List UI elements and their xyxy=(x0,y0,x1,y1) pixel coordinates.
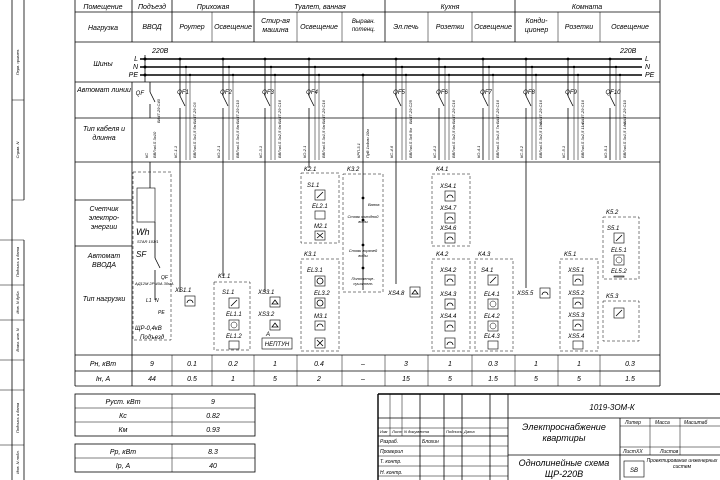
room-xs3-label: XS5.3 xyxy=(568,313,585,319)
tb-col-sheet: Лист xyxy=(392,429,403,434)
summary-value-2: 0.93 xyxy=(206,427,220,434)
eq-towel-wrap xyxy=(344,276,382,292)
row-label-breaker: Автомат линии xyxy=(77,87,131,94)
bath-m31-label: M3.1 xyxy=(314,314,328,320)
bath-lamp31-label: EL3.1 xyxy=(307,268,323,274)
pn-4: 0.4 xyxy=(314,361,324,368)
washer-socket1-icon xyxy=(270,297,280,307)
doc-code: 1019-3ОМ-К xyxy=(589,403,635,412)
cable-spec-11: ВВГнгLS 3х1,5 14м xyxy=(622,122,627,158)
eq-bath: Ванна xyxy=(368,202,380,207)
room-el2-label: EL5.2 xyxy=(611,269,627,275)
bus-n-label-right: N xyxy=(645,64,651,71)
row-label-input-breaker: Автомат ВВОДА xyxy=(87,253,121,269)
tb-project: Электроснабжение квартиры xyxy=(522,422,606,443)
load-kitchen-light: Освещение xyxy=(474,24,512,31)
load-bath-light: Освещение xyxy=(300,24,338,31)
summary2-label-1: Iр, А xyxy=(115,463,131,470)
hall-junction-label: K1.1 xyxy=(218,274,231,280)
bus-voltage-right: 220В xyxy=(620,48,637,55)
cable-code-8: КО-4.1 xyxy=(476,145,481,158)
summary-table-1 xyxy=(75,394,255,436)
bath-lamp31-icon xyxy=(315,276,325,286)
hall-lamp-label: EL1.1 xyxy=(226,312,242,318)
cable-spec-3: ВВГнгLS 3х2,5 6м xyxy=(277,124,282,158)
room-header-label: Помещение xyxy=(83,4,123,11)
breaker-qf1-spec: ВА47-29 С6 xyxy=(192,102,197,124)
tb-mass: Масса xyxy=(655,420,670,426)
load-ac-wrap xyxy=(516,14,557,40)
in-9: 5 xyxy=(534,376,538,383)
breaker-qf xyxy=(136,82,161,123)
kit-el2-label: EL4.2 xyxy=(484,314,500,320)
eq-hot-wrap xyxy=(344,248,382,262)
cable-code-4: КО-2.1 xyxy=(302,145,307,158)
room-xs1-icon xyxy=(573,275,583,285)
cable-labels xyxy=(144,122,627,158)
in-5: – xyxy=(361,376,365,383)
equipotential-line xyxy=(362,74,365,160)
cable-spec-4: ВВГнгLS 3х1,5 6м xyxy=(321,124,326,158)
breaker-qf8-spec: ВА47-29 С16 xyxy=(538,100,543,124)
pn-2: 0.2 xyxy=(228,361,238,368)
cable-spec-8: ВВГнгLS 3х1,5 7м xyxy=(495,124,500,158)
oven-socket-icon xyxy=(410,287,420,297)
breaker-qf10-spec: ВА47-29 С10 xyxy=(622,100,627,124)
room-hallway: Прихожая xyxy=(196,4,230,11)
tb-stage: Литер xyxy=(625,420,641,426)
in-6: 15 xyxy=(402,376,410,383)
bus-l-label-right: L xyxy=(645,56,649,63)
kitchen-light-circuit xyxy=(475,252,513,351)
kit-k1-label: K4.1 xyxy=(436,167,449,173)
cable-code-0: КС xyxy=(144,152,149,158)
tb-company-wrap xyxy=(646,458,718,480)
eq-cold-wrap xyxy=(344,214,382,230)
kit-xs47-label: XS4.7 xyxy=(440,206,457,212)
margin-label-5: Взам. инв. N xyxy=(15,328,20,352)
eq-cold: Стояк холодной воды xyxy=(347,214,379,224)
room-bathroom: Туалет, ванная xyxy=(294,4,346,11)
row-label-input-breaker-wrap xyxy=(77,252,131,276)
cable-spec-5: ПуВ 1х4мм 10м xyxy=(365,129,370,158)
in-4: 2 xyxy=(317,376,321,383)
breaker-qf4-label: QF4 xyxy=(306,90,318,96)
kit-xs44-icon xyxy=(445,321,455,331)
room-switch-label: S5.1 xyxy=(607,226,620,232)
row-label-pn: Рн, кВт xyxy=(89,361,117,368)
cable-spec-6: ВВГнгLS 3х6 5м xyxy=(408,127,413,158)
cable-code-9: КС-5.2 xyxy=(519,145,524,158)
bus-n-label-left: N xyxy=(132,64,138,71)
breaker-qf9-spec: ВА47-29 С16 xyxy=(580,100,585,124)
ac-socket-label: XS5.5 xyxy=(517,291,534,297)
row-label-buses: Шины xyxy=(93,61,113,68)
summary2-value-0: 8.3 xyxy=(208,449,218,456)
breaker-qf6-spec: ВА47-29 С16 xyxy=(451,100,456,124)
breaker-qf10-label: QF10 xyxy=(605,90,621,96)
hall-lamp2-icon xyxy=(229,341,239,349)
ac-socket-icon xyxy=(540,288,550,298)
margin-label-1: Перв. примен. xyxy=(15,48,20,76)
eq-hot: Стояк горячей воды xyxy=(348,248,378,258)
eq-towel: Полотенце-сушитель xyxy=(351,276,375,286)
kit-xs42-label: XS4.2 xyxy=(440,268,457,274)
pn-8: 0.3 xyxy=(488,361,498,368)
breaker-qf7-label: QF7 xyxy=(480,90,492,96)
tb-sheet-value: XX xyxy=(636,449,643,455)
bus-l-label-left: L xyxy=(134,56,138,63)
in-0: 44 xyxy=(148,376,156,383)
in-2: 1 xyxy=(231,376,235,383)
room-k3-label: K5.3 xyxy=(606,294,619,300)
breaker-qf3-spec: ВА47-29 С16 xyxy=(277,100,282,124)
tb-company: Проектирование инженерных систем xyxy=(646,458,718,470)
in-3: 5 xyxy=(273,376,277,383)
load-ac: Конди-ционер xyxy=(524,18,549,34)
bath-lamp32-icon xyxy=(315,298,325,308)
load-room-sockets: Розетки xyxy=(564,24,594,31)
kit-xs46-label: XS4.6 xyxy=(440,226,457,232)
load-oven: Эл.печь xyxy=(393,24,419,31)
washer-leak-label: A xyxy=(266,332,271,338)
kit-xs41-label: XS4.1 xyxy=(440,184,457,190)
kit-xs44-label: XS4.4 xyxy=(440,314,457,320)
tb-sheet-label: Лист xyxy=(623,449,636,455)
cable-spec-1: ВВГнгLS 3х1,5 5м xyxy=(192,124,197,158)
breaker-qf-label: QF xyxy=(135,91,144,97)
cable-code-1: КС-1.1 xyxy=(173,145,178,158)
in-11: 1.5 xyxy=(625,376,635,383)
row-label-in: Iн, А xyxy=(95,376,111,383)
hall-lamp-icon xyxy=(229,320,239,330)
panel-pe-label: PE xyxy=(158,310,165,316)
room-el1-label: EL5.1 xyxy=(611,248,627,254)
tb-role-check: Провeрил xyxy=(380,449,403,455)
tb-role-tcontrol: Т. контр. xyxy=(380,459,402,465)
load-washer: Стир-ая машина xyxy=(261,18,290,34)
washer-circuit xyxy=(257,160,292,349)
uzo-label: АД12М 2Р 40А 30мА xyxy=(135,281,174,286)
load-room-light: Освещение xyxy=(611,24,649,31)
load-kitchen-sockets: Розетки xyxy=(435,24,465,31)
tb-col-doc: N документа xyxy=(404,429,430,434)
washer-tag: НЕПТУН xyxy=(264,342,290,348)
pn-0: 9 xyxy=(150,361,154,368)
bath-light-circuit xyxy=(301,160,339,351)
washer-socket2-icon xyxy=(270,320,280,330)
tb-developer: Блохин xyxy=(422,439,439,445)
ac-circuit xyxy=(516,160,550,298)
load-header-label: Нагрузка xyxy=(87,25,119,32)
hall-switch-label: S1.1 xyxy=(222,290,235,296)
load-equipotential-wrap xyxy=(343,14,384,40)
pn-11: 0.3 xyxy=(625,361,635,368)
pn-5: – xyxy=(361,361,365,368)
cable-code-7: КС-4.1 xyxy=(432,145,437,158)
summary2-label-0: Рр, кВт xyxy=(109,449,137,456)
summary-label-1: Кс xyxy=(119,413,127,420)
row-label-load-type: Тип нагрузки xyxy=(82,296,126,303)
cable-spec-0: ВВГнгLS 3х10 xyxy=(152,131,157,158)
in-8: 1.5 xyxy=(488,376,498,383)
room-living: Комната xyxy=(571,4,603,11)
router-circuit xyxy=(174,160,195,306)
row-label-load-type-wrap xyxy=(77,295,131,325)
row-label-meter: Счетчик электро-энергии xyxy=(88,206,120,231)
company-logo-text: SB xyxy=(629,468,639,474)
kit-xs43-label: XS4.3 xyxy=(440,292,457,298)
tb-col-sign: Подпись xyxy=(446,429,462,434)
kit-xs42-icon xyxy=(445,275,455,285)
room-kitchen: Кухня xyxy=(440,4,460,11)
kit-switch-label: S4.1 xyxy=(481,268,494,274)
kit-k2-label: K4.2 xyxy=(436,252,449,258)
panel-shield xyxy=(133,162,174,341)
meter-box xyxy=(137,188,155,222)
cable-code-2: КО-2.1 xyxy=(216,145,221,158)
breaker-qf6-label: QF6 xyxy=(436,90,448,96)
room-k1-label: K5.1 xyxy=(564,252,577,258)
bath-lamp1-icon xyxy=(315,211,325,219)
cable-code-5: КРП-3.1 xyxy=(356,143,361,158)
cable-spec-7: ВВГнгLS 3х2,5 8м xyxy=(451,124,456,158)
hall-light-circuit xyxy=(214,160,250,350)
eq-k-label: K3.2 xyxy=(347,167,360,173)
kit-el3-label: EL4.3 xyxy=(484,334,500,340)
pn-9: 1 xyxy=(534,361,538,368)
bus-voltage-left: 220В xyxy=(152,48,169,55)
cable-spec-9: ВВГнгLS 3х2,5 10м xyxy=(538,122,543,158)
pn-1: 0.1 xyxy=(187,361,197,368)
bath-switch-label: S1.1 xyxy=(307,183,320,189)
equipotential-circuit xyxy=(343,160,383,292)
breaker-qf-spec: ВА47-29 С40 xyxy=(156,99,161,123)
load-hall-light: Освещение xyxy=(214,24,252,31)
bath-k2-label: K3.1 xyxy=(304,252,317,258)
breaker-columns xyxy=(136,58,627,160)
room-xs2-icon xyxy=(573,298,583,308)
cable-code-6: КС-4.6 xyxy=(389,145,394,158)
kit-el1-label: EL4.1 xyxy=(484,292,500,298)
tb-drawing-wrap xyxy=(510,458,618,480)
kit-k3-label: K4.3 xyxy=(478,252,491,258)
breaker-qf1-label: QF1 xyxy=(177,90,189,96)
room-k2-label: K5.2 xyxy=(606,210,619,216)
breaker-qf4-spec: ВА47-29 С16 xyxy=(321,100,326,124)
summary-label-0: Руст. кВт xyxy=(105,399,141,406)
oven-circuit xyxy=(387,160,420,297)
margin-label-2: Справ. N xyxy=(15,141,20,159)
panel-n-label: N xyxy=(155,298,159,304)
hall-lamp2-label: EL1.2 xyxy=(226,334,242,340)
pn-3: 1 xyxy=(273,361,277,368)
panel-qf-label: QF xyxy=(161,275,168,281)
pn-6: 3 xyxy=(404,361,408,368)
oven-socket-label: XS4.8 xyxy=(388,291,405,297)
kit-xs47-icon xyxy=(445,213,455,223)
tb-role-dev: Разраб. xyxy=(380,439,399,445)
main-table-grid xyxy=(75,0,660,386)
pn-7: 1 xyxy=(448,361,452,368)
row-label-cable-wrap xyxy=(77,125,131,161)
kit-el2-icon xyxy=(488,321,498,331)
room-xs3-icon xyxy=(573,320,583,330)
row-label-cable: Тип кабеля и длинна xyxy=(82,126,126,142)
breaker-qf2-spec: ВА47-29 С10 xyxy=(235,100,240,124)
load-equipotential: Выравн. потенц. xyxy=(351,19,376,33)
breaker-qf5-label: QF5 xyxy=(393,90,405,96)
tb-role-ncontrol: Н. контр. xyxy=(380,470,403,476)
summary-label-2: Км xyxy=(118,427,128,434)
bath-k1-label: K2.1 xyxy=(304,167,317,173)
summary-table-2 xyxy=(75,444,255,472)
left-margin-strip xyxy=(0,0,24,480)
bath-lamp32-label: EL3.2 xyxy=(314,291,330,297)
tb-scale: Масштаб xyxy=(684,420,708,426)
tb-drawing: Однолинейные схема ЩР-220В xyxy=(518,458,610,479)
router-socket-icon xyxy=(185,296,195,306)
kit-el3-icon xyxy=(488,341,498,349)
summary-value-1: 0.82 xyxy=(206,413,220,420)
panel-l-label: L1 xyxy=(146,298,152,304)
margin-label-6: Подпись и дата xyxy=(15,402,20,434)
kit-xs41-icon xyxy=(445,191,455,201)
tb-col-rev: Изм xyxy=(380,429,388,434)
in-row xyxy=(148,376,635,383)
kit-el1-icon xyxy=(488,299,498,309)
bath-fan1-label: M2.1 xyxy=(314,224,328,230)
cable-spec-10: ВВГнгLS 3х2,5 11м xyxy=(580,122,585,158)
cable-code-3: КС-3.1 xyxy=(258,145,263,158)
router-socket-label: XS1.1 xyxy=(175,288,192,294)
tb-col-date: Дата xyxy=(464,429,475,434)
cable-code-11: КО-5.1 xyxy=(603,145,608,158)
kit-xs45-icon xyxy=(445,338,455,348)
cable-code-10: КС-5.1 xyxy=(561,145,566,158)
in-10: 5 xyxy=(577,376,581,383)
meter-model: STAR 101/1 xyxy=(137,239,159,244)
room-xs4-label: XS5.4 xyxy=(568,334,585,340)
washer-socket1-label: XS3.1 xyxy=(258,290,275,296)
breaker-qf7-spec: ВА47-29 С16 xyxy=(495,100,500,124)
room-xs2-label: XS5.2 xyxy=(568,291,585,297)
load-router: Роутер xyxy=(179,24,205,31)
breaker-qf3-label: QF3 xyxy=(262,90,274,96)
room-entrance: Подъезд xyxy=(137,4,167,11)
load-washer-wrap xyxy=(255,14,296,40)
bus-pe-label-left: PE xyxy=(128,72,138,79)
row-label-meter-wrap xyxy=(77,205,131,241)
kit-xs46-icon xyxy=(445,233,455,243)
room-el1-icon xyxy=(614,255,624,265)
breaker-qf8-label: QF8 xyxy=(523,90,535,96)
cable-spec-2: ВВГнгLS 3х1,5 8м xyxy=(235,124,240,158)
panel-location: Подъезд xyxy=(140,335,165,341)
kit-xs43-icon xyxy=(445,299,455,309)
bath-lamp1-label: EL2.1 xyxy=(312,204,328,210)
room-xs4-icon xyxy=(573,341,583,349)
meter-symbol: Wh xyxy=(136,227,150,237)
pn-row xyxy=(150,361,635,368)
breaker-qf9-label: QF9 xyxy=(565,90,577,96)
room-junction3 xyxy=(603,301,639,341)
in-1: 0.5 xyxy=(187,376,197,383)
in-7: 5 xyxy=(448,376,452,383)
room-xs1-label: XS5.1 xyxy=(568,268,585,274)
kitchen-sockets-circuit xyxy=(432,167,470,351)
summary-value-0: 9 xyxy=(211,399,215,406)
margin-label-7: Инв. N подл. xyxy=(15,450,20,474)
pn-10: 1 xyxy=(577,361,581,368)
tb-sheets-label: Листов xyxy=(660,449,679,455)
room-light-circuit xyxy=(603,210,639,341)
summary2-value-1: 40 xyxy=(209,463,217,470)
tb-project-wrap xyxy=(510,422,618,452)
washer-socket2-label: XS3.2 xyxy=(258,312,275,318)
title-block xyxy=(378,394,720,480)
breaker-qf2-label: QF2 xyxy=(220,90,232,96)
sf-label: SF xyxy=(136,250,147,259)
margin-label-4: Инв. N дубл. xyxy=(15,290,20,314)
row-label-breaker-wrap xyxy=(77,86,131,116)
bus-pe-label-right: PE xyxy=(645,72,655,79)
breaker-qf5-spec: ВА47-29 С25 xyxy=(408,100,413,124)
load-input: ВВОД xyxy=(142,24,162,31)
panel-name: ЩР-0,4кВ xyxy=(135,326,162,332)
bath-m31-icon xyxy=(315,321,325,330)
busbars xyxy=(129,48,655,82)
room-sockets-circuit xyxy=(560,252,598,351)
margin-label-3: Подпись и дата xyxy=(15,246,20,278)
